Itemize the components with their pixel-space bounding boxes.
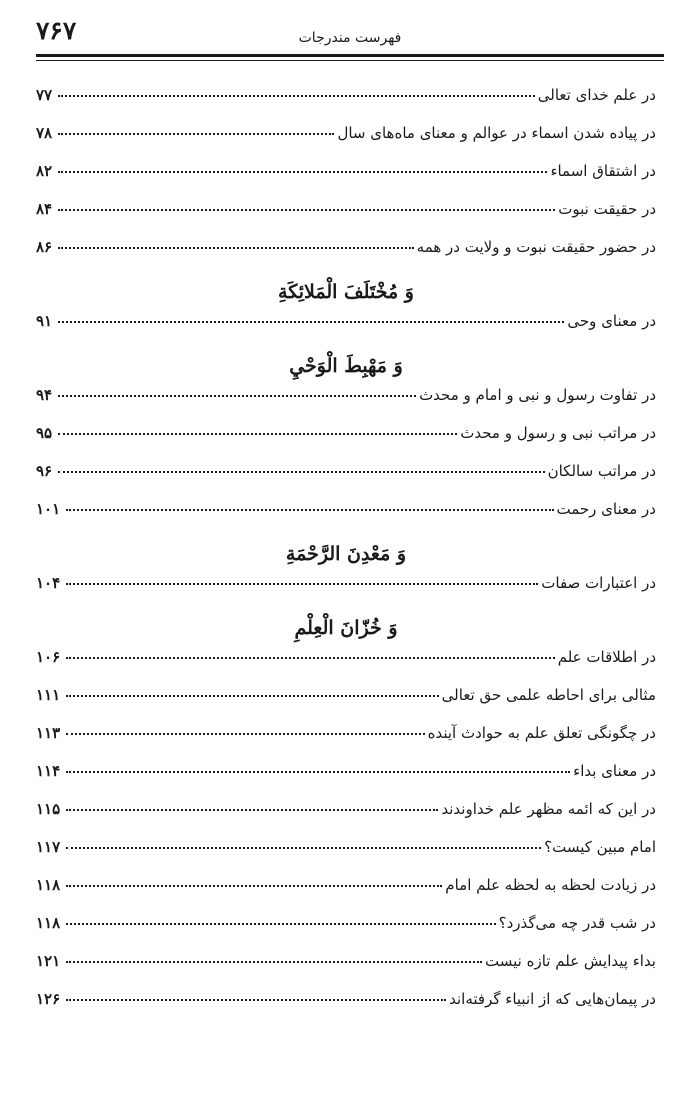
toc-entry-title: در مراتب سالکان (547, 462, 656, 480)
toc-entry-page-number: ۱۰۴ (36, 574, 61, 592)
toc-entry-title: در تفاوت رسول و نبی و امام و محدث (419, 386, 656, 404)
toc-entry[interactable] (36, 124, 656, 162)
header-rule-thin (36, 60, 664, 61)
toc-entry-title: در مراتب نبی و رسول و محدث (460, 424, 656, 442)
toc-entry-page-number: ۷۷ (36, 86, 53, 104)
dot-leader (66, 885, 442, 887)
dot-leader (58, 95, 535, 97)
section-heading: وَ مَعْدِنَ الرَّحْمَةِ (285, 543, 407, 565)
toc-entry-title: در این که ائمه مظهر علم خداوندند (441, 800, 656, 818)
toc-entry-page-number: ۱۰۱ (36, 500, 61, 518)
toc-entry[interactable] (36, 386, 656, 424)
toc-entry[interactable] (36, 838, 656, 876)
dot-leader (66, 695, 439, 697)
toc-entry-title: بداء پیدایش علم تازه نیست (485, 952, 656, 970)
toc-entry[interactable] (36, 648, 656, 686)
dot-leader (58, 321, 564, 323)
dot-leader (66, 923, 495, 925)
toc-entry-page-number: ۱۱۵ (36, 800, 61, 818)
toc-entry-title: در زیادت لحظه به لحظه علم امام (445, 876, 656, 894)
toc-entry-title: در شب قدر چه می‌گذرد؟ (498, 914, 656, 932)
dot-leader (66, 999, 446, 1001)
toc-entry-title: در چگونگی تعلق علم به حوادث آینده (427, 724, 656, 742)
toc-entry[interactable] (36, 686, 656, 724)
toc-entry-title: در پیمان‌هایی که از انبیاء گرفته‌اند (449, 990, 656, 1008)
toc-entry[interactable] (36, 312, 656, 350)
toc-entry-title: در حضور حقیقت نبوت و ولایت در همه (416, 238, 656, 256)
dot-leader (66, 509, 553, 511)
toc-entry-page-number: ۱۱۳ (36, 724, 61, 742)
toc-entry[interactable] (36, 876, 656, 914)
dot-leader (66, 809, 438, 811)
toc-entry[interactable] (36, 462, 656, 500)
dot-leader (58, 247, 414, 249)
dot-leader (58, 171, 547, 173)
running-title: فهرست مندرجات (298, 30, 402, 46)
toc-entry-page-number: ۱۲۶ (36, 990, 61, 1008)
toc-entry-page-number: ۱۱۴ (36, 762, 61, 780)
dot-leader (66, 583, 538, 585)
toc-entry[interactable] (36, 162, 656, 200)
toc-entry[interactable] (36, 762, 656, 800)
toc-entry-title: در معنای وحی (567, 312, 656, 330)
dot-leader (58, 133, 334, 135)
table-of-contents (36, 86, 656, 1028)
section-heading: وَ خُزّانَ الْعِلْمِ (294, 617, 398, 639)
toc-entry-page-number: ۹۴ (36, 386, 53, 404)
toc-entry-page-number: ۸۶ (36, 238, 53, 256)
toc-entry-title: در اشتقاق اسماء (550, 162, 656, 180)
toc-entry-page-number: ۷۸ (36, 124, 53, 142)
toc-entry[interactable] (36, 724, 656, 762)
toc-entry-page-number: ۱۱۷ (36, 838, 61, 856)
dot-leader (58, 471, 544, 473)
toc-entry[interactable] (36, 952, 656, 990)
toc-entry[interactable] (36, 914, 656, 952)
toc-entry-title: در پیاده شدن اسماء در عوالم و معنای ماه‌های سال (337, 124, 656, 142)
toc-entry-page-number: ۱۱۸ (36, 876, 61, 894)
dot-leader (66, 847, 541, 849)
toc-entry-title: در معنای رحمت (556, 500, 656, 518)
toc-entry-title: مثالی برای احاطه علمی حق تعالی (441, 686, 656, 704)
toc-entry[interactable] (36, 990, 656, 1028)
toc-entry-page-number: ۹۵ (36, 424, 53, 442)
header-rule-thick (36, 54, 664, 57)
toc-entry-page-number: ۱۲۱ (36, 952, 61, 970)
dot-leader (66, 961, 482, 963)
toc-entry-page-number: ۱۱۸ (36, 914, 61, 932)
page-header (36, 14, 664, 50)
toc-entry-title: امام مبین کیست؟ (544, 838, 656, 856)
toc-entry-page-number: ۸۴ (36, 200, 53, 218)
toc-entry[interactable] (36, 86, 656, 124)
toc-entry-page-number: ۹۱ (36, 312, 53, 330)
toc-entry-title: در اعتبارات صفات (541, 574, 656, 592)
toc-entry[interactable] (36, 800, 656, 838)
toc-entry-page-number: ۱۰۶ (36, 648, 61, 666)
toc-entry[interactable] (36, 574, 656, 612)
page-number: ۷۶۷ (36, 16, 77, 45)
toc-entry[interactable] (36, 238, 656, 276)
toc-entry[interactable] (36, 500, 656, 538)
dot-leader (58, 209, 555, 211)
toc-entry-title: در علم خدای تعالی (537, 86, 656, 104)
toc-entry-page-number: ۱۱۱ (36, 686, 61, 704)
toc-entry-page-number: ۸۲ (36, 162, 53, 180)
toc-entry-title: در حقیقت نبوت (558, 200, 656, 218)
toc-entry[interactable] (36, 200, 656, 238)
section-heading: وَ مَهْبِطَ الْوَحْيِ (289, 355, 403, 377)
toc-entry-title: در اطلاقات علم (557, 648, 656, 666)
section-heading: وَ مُخْتَلَفَ الْمَلائِکَةِ (278, 281, 414, 303)
toc-entry-title: در معنای بداء (573, 762, 656, 780)
dot-leader (58, 395, 416, 397)
dot-leader (66, 771, 570, 773)
dot-leader (66, 733, 424, 735)
toc-entry[interactable] (36, 424, 656, 462)
toc-entry-page-number: ۹۶ (36, 462, 53, 480)
dot-leader (66, 657, 555, 659)
dot-leader (58, 433, 457, 435)
